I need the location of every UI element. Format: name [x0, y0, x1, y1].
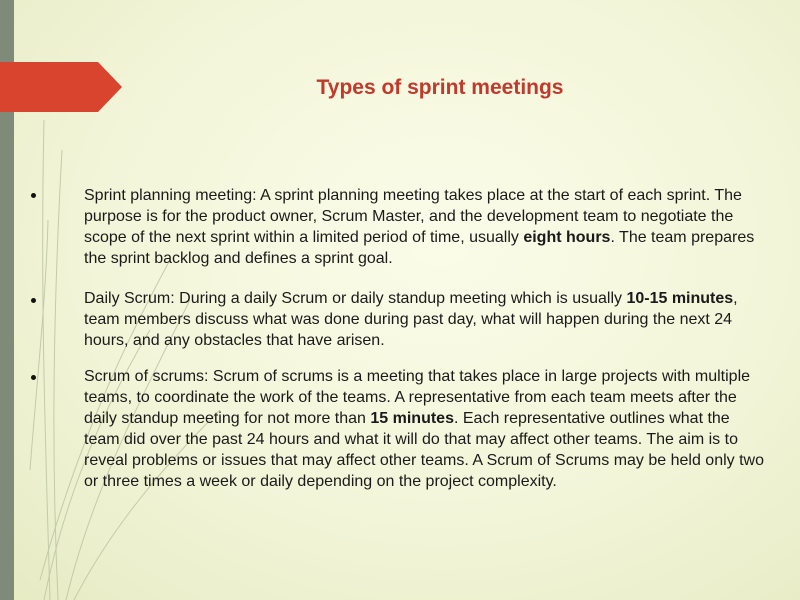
- bullet-text-before: During a daily Scrum or daily standup meeting which is usually: [174, 290, 627, 307]
- bullet-text-after: . The team prepares the sprint backlog and defines a sprint goal.: [84, 229, 755, 267]
- bullet-scrum-of-scrums: [84, 366, 764, 492]
- bullet-dot: [31, 375, 36, 380]
- bullet-heading: Daily Scrum: [84, 290, 171, 307]
- bullet-text-before: Scrum of scrums is a meeting that takes place in large projects with multiple teams, to coordinate the work of the teams. A representative from each team meets after the daily standup meeting for not more than: [84, 368, 751, 427]
- bullet-separator: :: [170, 290, 175, 307]
- bullet-separator: :: [204, 368, 209, 385]
- bullet-heading: Scrum of scrums: [84, 368, 205, 385]
- bullet-separator: :: [252, 187, 257, 204]
- bullet-text-after: . Each representative outlines what the team did over the past 24 hours and what it will do that may affect other teams. The aim is to reveal problems or issues that may affect other teams. A Scrum of Scrums may be held only two or three times a week or daily depending on the project complexity.: [84, 410, 764, 490]
- bullet-sprint-planning: [84, 185, 764, 269]
- bullet-dot: [31, 298, 36, 303]
- bullet-emphasis: eight hours: [523, 229, 611, 246]
- bullet-heading: Sprint planning meeting: [84, 187, 253, 204]
- bullet-daily-scrum: [84, 288, 764, 351]
- slide-title: Types of sprint meetings: [316, 76, 564, 99]
- bullet-dot: [31, 193, 36, 198]
- bullet-text-after: , team members discuss what was done during past day, what will happen during the next 24 hours, and any obstacles that have arisen.: [84, 290, 738, 349]
- bullet-emphasis: 15 minutes: [370, 410, 454, 427]
- bullet-text-before: A sprint planning meeting takes place at the start of each sprint. The purpose is for the product owner, Scrum Master, and the development team to negotiate the scope of the next sprint within a limited period of time, usually: [84, 187, 742, 246]
- bullet-emphasis: 10-15 minutes: [626, 290, 734, 307]
